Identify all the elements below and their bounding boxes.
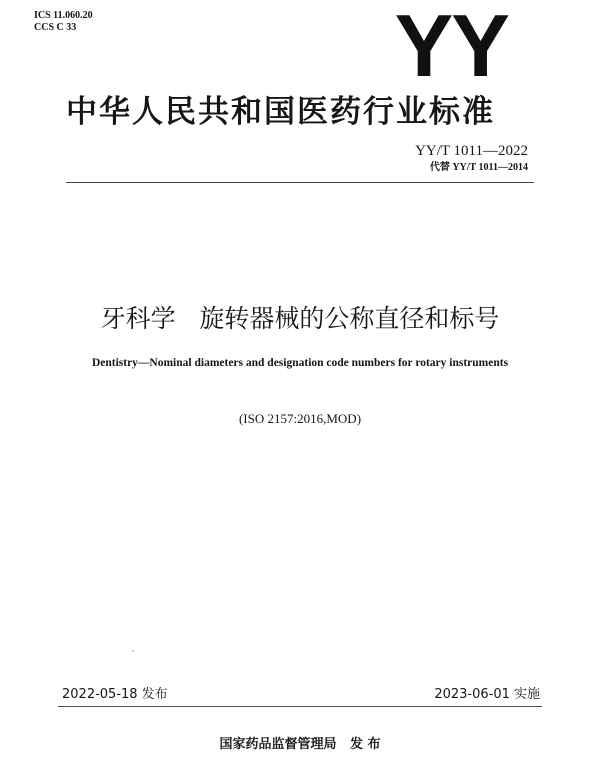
standard-mark: YY [394,0,508,95]
implementation-date: 2023-06-01 实施 [434,687,540,702]
ics-code: ICS 11.060.20 [34,10,93,21]
iso-reference: (ISO 2157:2016,MOD) [238,411,362,426]
document-title-english: Dentistry—Nominal diameters and designation code numbers for rotary instruments [91,357,509,369]
standard-number: YY/T 1011—2022 [415,143,528,159]
ccs-code: CCS C 33 [34,22,77,33]
document-title-chinese: 牙科学 旋转器械的公称直径和标号 [100,304,500,333]
scan-speck [132,650,134,652]
issuing-authority: 国家药品监督管理局 发 布 [219,737,381,752]
footer-divider [58,706,542,707]
standard-category-title: 中华人民共和国医药行业标准 [66,94,495,130]
replaces-standard: 代替 YY/T 1011—2014 [429,162,528,173]
classification-codes [34,10,93,34]
header-divider [66,182,534,183]
issue-date: 2022-05-18 发布 [62,687,168,702]
